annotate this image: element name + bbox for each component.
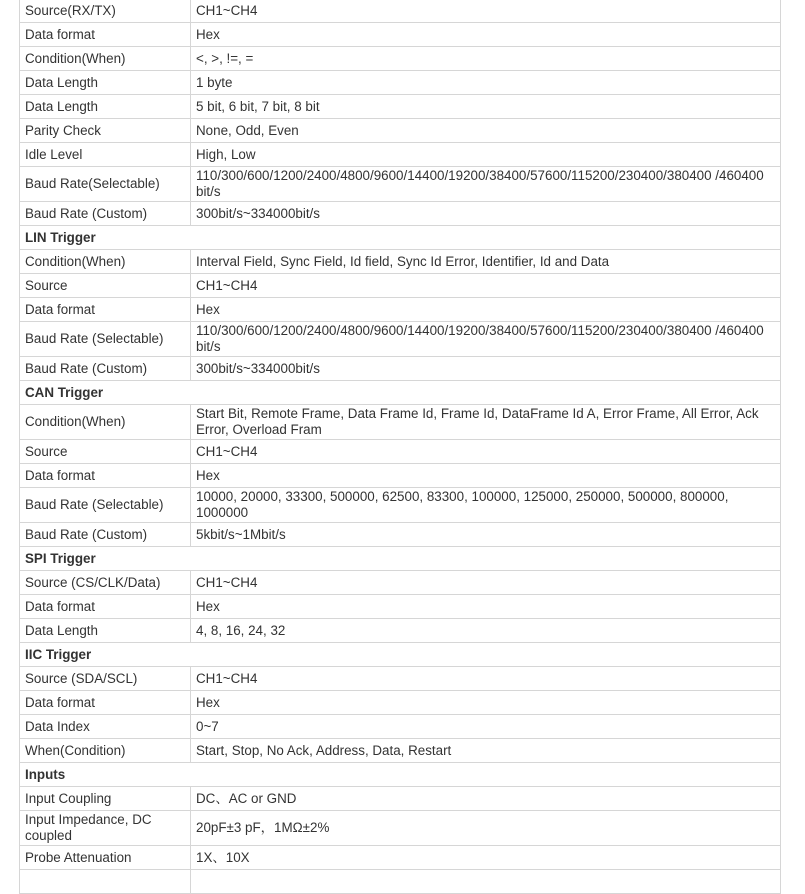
spec-label: Condition(When) xyxy=(20,47,191,71)
spec-label: Data format xyxy=(20,298,191,322)
spec-value: 300bit/s~334000bit/s xyxy=(191,202,781,226)
spec-row xyxy=(20,595,781,619)
spec-row xyxy=(20,571,781,595)
spec-label: Baud Rate (Custom) xyxy=(20,202,191,226)
spec-row xyxy=(20,811,781,846)
section-header-row xyxy=(20,547,781,571)
spec-row xyxy=(20,47,781,71)
spec-value: 300bit/s~334000bit/s xyxy=(191,357,781,381)
spec-row xyxy=(20,523,781,547)
spec-label: Data Length xyxy=(20,619,191,643)
spec-label: Baud Rate (Selectable) xyxy=(20,488,191,523)
spec-value: CH1~CH4 xyxy=(191,571,781,595)
section-title: Inputs xyxy=(20,763,781,787)
spec-label: Idle Level xyxy=(20,143,191,167)
spec-label: Data Length xyxy=(20,95,191,119)
spec-value: High, Low xyxy=(191,143,781,167)
section-header-row xyxy=(20,381,781,405)
spec-value: None, Odd, Even xyxy=(191,119,781,143)
spec-row xyxy=(20,202,781,226)
spec-label: Data format xyxy=(20,464,191,488)
spec-label: Input Impedance, DC coupled xyxy=(20,811,191,846)
section-title: SPI Trigger xyxy=(20,547,781,571)
spec-row xyxy=(20,619,781,643)
spec-value: Start, Stop, No Ack, Address, Data, Restart xyxy=(191,739,781,763)
spec-value: 10000, 20000, 33300, 500000, 62500, 83300, 100000, 125000, 250000, 500000, 800000, 1000000 xyxy=(191,488,781,523)
spec-label: Source (CS/CLK/Data) xyxy=(20,571,191,595)
spec-row xyxy=(20,71,781,95)
spec-row xyxy=(20,167,781,202)
spec-row xyxy=(20,488,781,523)
spec-label: Baud Rate (Custom) xyxy=(20,357,191,381)
spec-label: Source xyxy=(20,274,191,298)
spec-value: 1X、10X xyxy=(191,846,781,870)
spec-value: Hex xyxy=(191,595,781,619)
section-title: LIN Trigger xyxy=(20,226,781,250)
spec-label: Probe Attenuation xyxy=(20,846,191,870)
spec-value: 110/300/600/1200/2400/4800/9600/14400/19200/38400/57600/115200/230400/380400 /460400 bit/s xyxy=(191,167,781,202)
spec-row xyxy=(20,143,781,167)
section-title: CAN Trigger xyxy=(20,381,781,405)
spec-value: 5kbit/s~1Mbit/s xyxy=(191,523,781,547)
spec-label: Source (SDA/SCL) xyxy=(20,667,191,691)
spec-value: CH1~CH4 xyxy=(191,0,781,23)
spec-row xyxy=(20,405,781,440)
spec-label xyxy=(20,870,191,894)
spec-label: Condition(When) xyxy=(20,405,191,440)
spec-value: Hex xyxy=(191,691,781,715)
spec-label: Data format xyxy=(20,691,191,715)
spec-value: 110/300/600/1200/2400/4800/9600/14400/19200/38400/57600/115200/230400/380400 /460400 bit/s xyxy=(191,322,781,357)
spec-row xyxy=(20,23,781,47)
spec-row xyxy=(20,119,781,143)
section-header-row xyxy=(20,226,781,250)
spec-label: Baud Rate (Custom) xyxy=(20,523,191,547)
spec-row xyxy=(20,274,781,298)
spec-value: CH1~CH4 xyxy=(191,274,781,298)
spec-label: When(Condition) xyxy=(20,739,191,763)
spec-value: 20pF±3 pF，1MΩ±2% xyxy=(191,811,781,846)
spec-row xyxy=(20,0,781,23)
spec-value: CH1~CH4 xyxy=(191,440,781,464)
spec-value: Hex xyxy=(191,298,781,322)
spec-row xyxy=(20,250,781,274)
spec-value: Hex xyxy=(191,464,781,488)
spec-value: 1 byte xyxy=(191,71,781,95)
spec-label: Condition(When) xyxy=(20,250,191,274)
spec-row xyxy=(20,787,781,811)
spec-table xyxy=(19,0,781,894)
spec-label: Baud Rate(Selectable) xyxy=(20,167,191,202)
spec-value: Interval Field, Sync Field, Id field, Sync Id Error, Identifier, Id and Data xyxy=(191,250,781,274)
spec-value: 4, 8, 16, 24, 32 xyxy=(191,619,781,643)
spec-label: Data Length xyxy=(20,71,191,95)
spec-label: Source(RX/TX) xyxy=(20,0,191,23)
spec-row xyxy=(20,298,781,322)
spec-label: Data format xyxy=(20,595,191,619)
spec-row xyxy=(20,667,781,691)
section-header-row xyxy=(20,643,781,667)
spec-label: Parity Check xyxy=(20,119,191,143)
spec-value: DC、AC or GND xyxy=(191,787,781,811)
spec-value: CH1~CH4 xyxy=(191,667,781,691)
section-title: IIC Trigger xyxy=(20,643,781,667)
spec-row xyxy=(20,464,781,488)
spec-value xyxy=(191,870,781,894)
spec-label: Input Coupling xyxy=(20,787,191,811)
spec-table-body xyxy=(20,0,781,894)
spec-value: 5 bit, 6 bit, 7 bit, 8 bit xyxy=(191,95,781,119)
spec-row xyxy=(20,322,781,357)
spec-row xyxy=(20,715,781,739)
spec-label: Data Index xyxy=(20,715,191,739)
spec-row xyxy=(20,846,781,870)
spec-row xyxy=(20,95,781,119)
spec-label: Data format xyxy=(20,23,191,47)
spec-row xyxy=(20,870,781,894)
spec-value: Hex xyxy=(191,23,781,47)
spec-label: Source xyxy=(20,440,191,464)
section-header-row xyxy=(20,763,781,787)
spec-row xyxy=(20,739,781,763)
spec-row xyxy=(20,440,781,464)
spec-row xyxy=(20,357,781,381)
spec-row xyxy=(20,691,781,715)
spec-value: Start Bit, Remote Frame, Data Frame Id, Frame Id, DataFrame Id A, Error Frame, All Error, Ack Error, Overload Fram xyxy=(191,405,781,440)
spec-value: <, >, !=, = xyxy=(191,47,781,71)
spec-value: 0~7 xyxy=(191,715,781,739)
spec-label: Baud Rate (Selectable) xyxy=(20,322,191,357)
